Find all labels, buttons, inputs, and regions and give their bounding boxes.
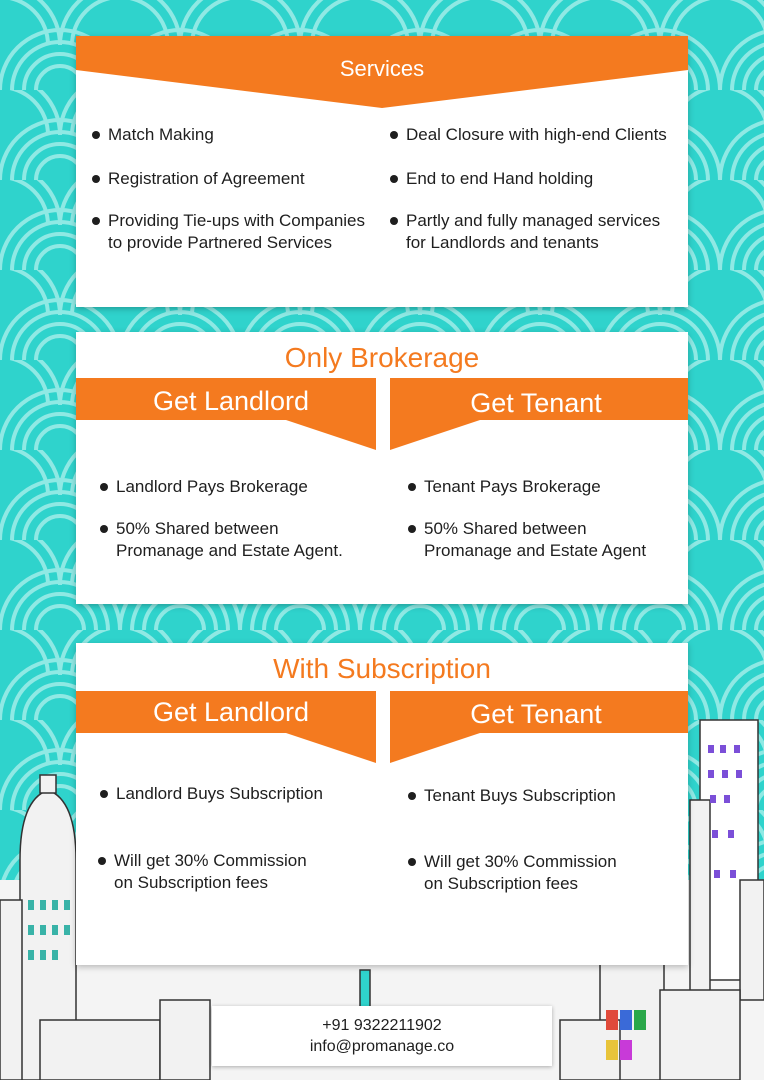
brokerage-tenant-item-2: 50% Shared between Promanage and Estate Agent [408,518,646,562]
services-item-right-1: Deal Closure with high-end Clients [390,124,667,146]
contact-phone[interactable]: +91 9322211902 [322,1017,442,1034]
services-item-right-3: Partly and fully managed services for Landlords and tenants [390,210,660,254]
with-subscription-card [76,643,688,965]
with-subscription-title: With Subscription [273,653,491,684]
brokerage-landlord-item-1: Landlord Pays Brokerage [100,476,308,498]
services-item-right-2: End to end Hand holding [390,168,593,190]
subscription-tenant-item-2: Will get 30% Commission on Subscription fees [408,851,617,895]
services-item-left-3: Providing Tie-ups with Companies to provide Partnered Services [92,210,365,254]
subscription-landlord-item-1: Landlord Buys Subscription [100,783,323,805]
subscription-tenant-label: Get Tenant [470,699,602,729]
only-brokerage-card [76,332,688,604]
brokerage-tenant-label: Get Tenant [470,388,602,418]
services-card [76,36,688,307]
services-item-left-1: Match Making [92,124,214,146]
subscription-landlord-label: Get Landlord [152,697,310,727]
brokerage-landlord-label: Get Landlord [152,386,310,416]
brokerage-tenant-item-1: Tenant Pays Brokerage [408,476,601,498]
subscription-landlord-item-2: Will get 30% Commission on Subscription fees [98,850,307,894]
services-item-left-2: Registration of Agreement [92,168,305,190]
subscription-tenant-item-1: Tenant Buys Subscription [408,785,616,807]
brokerage-landlord-item-2: 50% Shared between Promanage and Estate Agent. [100,518,343,562]
services-title: Services [339,56,425,81]
only-brokerage-title: Only Brokerage [284,342,480,373]
contact-box [212,1006,552,1066]
contact-email[interactable]: info@promanage.co [309,1038,455,1055]
